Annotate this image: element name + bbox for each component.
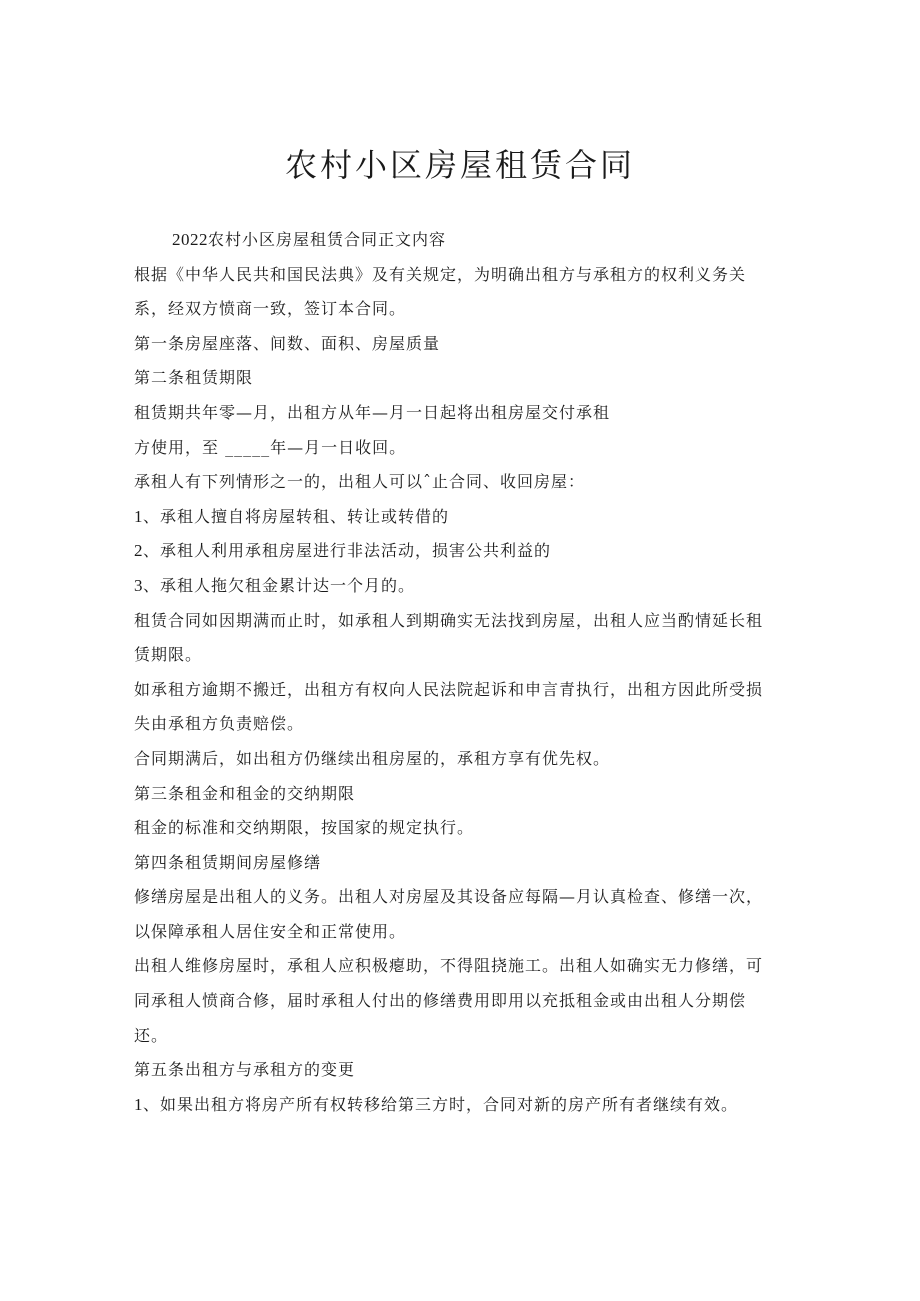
line-text: 承租人有下列情形之一的，出租人可以ˆ止合同、收回房屋： — [134, 472, 586, 492]
list-item — [134, 1094, 784, 1129]
list-number: 3 — [134, 575, 143, 595]
list-number: 2 — [134, 541, 143, 561]
line-text: 同承租人愤商合修，届时承租人付出的修缮费用即用以充抵租金或由出租人分期偿 — [134, 991, 747, 1011]
paragraph-line — [134, 471, 784, 506]
line-text: 第五条出租方与承租方的变更 — [134, 1060, 356, 1080]
line-text: 第四条租赁期间房屋修缮 — [134, 852, 322, 872]
paragraph-line — [134, 817, 784, 852]
line-text: 以保障承租人居住安全和正常使用。 — [134, 921, 407, 941]
line-text: 合同期满后，如出租方仍继续出租房屋的，承租方享有优先权。 — [134, 748, 611, 768]
line-text: 、承租人拖欠租金累计达一个月的。 — [143, 575, 416, 595]
line-prefix: 2022 — [172, 230, 208, 249]
list-item — [134, 540, 784, 575]
line-text: 如承租方逾期不搬迁，出租方有权向人民法院起诉和申言青执行，出租方因此所受损 — [134, 679, 764, 699]
paragraph-line — [134, 437, 784, 472]
list-item — [134, 506, 784, 541]
line-text: 、承租人擅自将房屋转租、转让或转借的 — [143, 506, 450, 526]
paragraph-line — [134, 644, 784, 679]
document-body — [134, 229, 784, 1128]
paragraph-line — [134, 886, 784, 921]
line-text: 租赁期共年零—月，出租方从年—月一日起将出租房屋交付承租 — [134, 402, 611, 422]
list-item — [134, 575, 784, 610]
subtitle-line — [134, 229, 784, 264]
section-heading — [134, 1059, 784, 1094]
line-text: 农村小区房屋租赁合同正文内容 — [208, 230, 447, 249]
list-number: 1 — [134, 506, 143, 526]
paragraph-line — [134, 679, 784, 714]
line-text: 修缮房屋是出租人的义务。出租人对房屋及其设备应每隔—月认真检查、修缮一次， — [134, 887, 764, 907]
line-text: 失由承租方负责赔偿。 — [134, 714, 305, 734]
paragraph-line — [134, 748, 784, 783]
line-text: 方使用，至 _____年—月一日收回。 — [134, 437, 407, 457]
section-heading — [134, 367, 784, 402]
line-text: 还。 — [134, 1025, 169, 1045]
paragraph-line — [134, 264, 784, 299]
line-text: 赁期限。 — [134, 645, 203, 665]
paragraph-line — [134, 298, 784, 333]
paragraph-line — [134, 610, 784, 645]
line-text: 第二条租赁期限 — [134, 368, 254, 388]
paragraph-line — [134, 955, 784, 990]
list-number: 1 — [134, 1094, 143, 1114]
paragraph-line — [134, 990, 784, 1025]
line-text: 根据《中华人民共和国民法典》及有关规定，为明确出租方与承租方的权利义务关 — [134, 264, 747, 284]
line-text: 第三条租金和租金的交纳期限 — [134, 783, 356, 803]
paragraph-line — [134, 713, 784, 748]
paragraph-line — [134, 921, 784, 956]
line-text: 、承租人利用承租房屋进行非法活动，损害公共利益的 — [143, 541, 552, 561]
line-text: 系，经双方愤商一致，签订本合同。 — [134, 299, 407, 319]
section-heading — [134, 333, 784, 368]
line-text: 租金的标准和交纳期限，按国家的规定执行。 — [134, 818, 475, 838]
line-text: 第一条房屋座落、间数、面积、房屋质量 — [134, 333, 441, 353]
section-heading — [134, 852, 784, 887]
line-text: 出租人维修房屋时，承租人应积极瘪助，不得阻挠施工。出租人如确实无力修缮，可 — [134, 956, 764, 976]
line-text: 、如果出租方将房产所有权转移给第三方时，合同对新的房产所有者继续有效。 — [143, 1094, 739, 1114]
paragraph-line — [134, 402, 784, 437]
line-text: 租赁合同如因期满而止时，如承租人到期确实无法找到房屋，出租人应当酌情延长租 — [134, 610, 764, 630]
paragraph-line — [134, 1025, 784, 1060]
section-heading — [134, 783, 784, 818]
document-title: 农村小区房屋租赁合同 — [284, 146, 635, 184]
